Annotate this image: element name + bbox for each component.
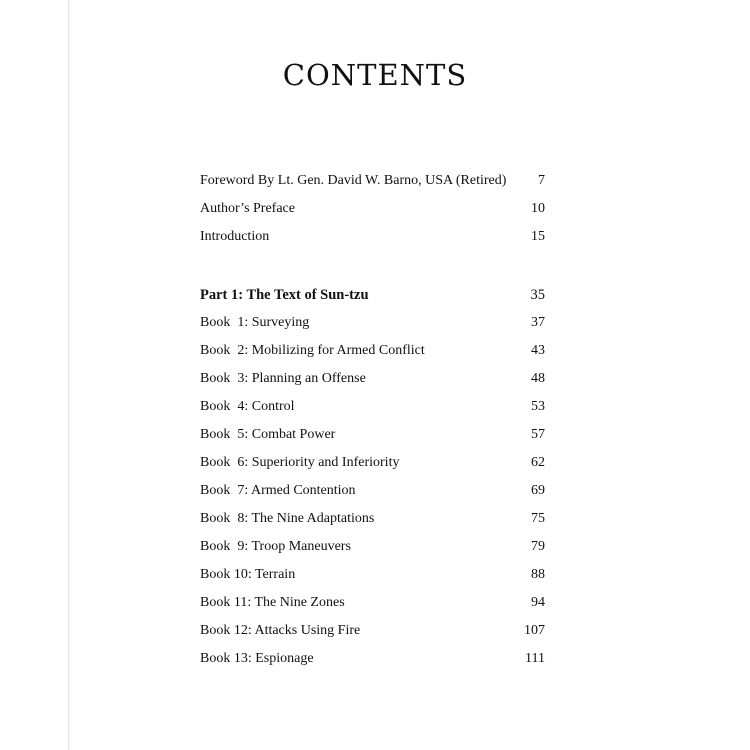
toc-entry-page-number: 88: [531, 567, 545, 582]
page-edge-shadow: [68, 0, 70, 750]
toc-entry-label: Book 11: The Nine Zones: [200, 595, 345, 610]
toc-entry-page-number: 43: [531, 343, 545, 358]
toc-entry-page-number: 10: [531, 201, 545, 216]
toc-entry-book-7[interactable]: [200, 481, 545, 509]
toc-entry-book-3[interactable]: [200, 369, 545, 397]
toc-entry-page-number: 15: [531, 229, 545, 244]
toc-entry-book-1[interactable]: [200, 313, 545, 341]
toc-entry-label: Book 3: Planning an Offense: [200, 371, 366, 386]
toc-entry-authors-preface[interactable]: [200, 199, 545, 227]
toc-entry-label: Book 13: Espionage: [200, 651, 314, 666]
toc-entry-label: Book 2: Mobilizing for Armed Conflict: [200, 343, 425, 358]
toc-entry-label: Book 1: Surveying: [200, 315, 310, 330]
toc-entry-book-12[interactable]: [200, 621, 545, 649]
page-title: CONTENTS: [282, 58, 468, 92]
toc-entry-page-number: 7: [538, 173, 545, 188]
toc-entry-page-number: 53: [531, 399, 545, 414]
toc-entry-book-8[interactable]: [200, 509, 545, 537]
toc-entry-label: Book 9: Troop Maneuvers: [200, 539, 351, 554]
toc-entry-label: Author’s Preface: [200, 201, 295, 216]
toc-part-page-number: 35: [530, 287, 545, 303]
toc-entry-book-9[interactable]: [200, 537, 545, 565]
toc-entry-page-number: 69: [531, 483, 545, 498]
toc-entry-book-6[interactable]: [200, 453, 545, 481]
toc-entry-book-11[interactable]: [200, 593, 545, 621]
toc-entry-page-number: 75: [531, 511, 545, 526]
toc-part-label: Part 1: The Text of Sun-tzu: [200, 287, 369, 303]
toc-entry-label: Book 12: Attacks Using Fire: [200, 623, 361, 638]
toc-entry-page-number: 107: [524, 623, 545, 638]
toc-entry-book-13[interactable]: [200, 649, 545, 677]
toc-entry-label: Book 8: The Nine Adaptations: [200, 511, 375, 526]
toc-entry-label: Book 6: Superiority and Inferiority: [200, 455, 400, 470]
toc-entry-page-number: 111: [525, 651, 545, 666]
toc-part-heading[interactable]: [200, 285, 545, 313]
toc-entry-label: Introduction: [200, 229, 270, 244]
table-of-contents: [200, 171, 545, 677]
toc-entry-introduction[interactable]: [200, 227, 545, 255]
toc-entry-book-2[interactable]: [200, 341, 545, 369]
toc-entry-page-number: 37: [531, 315, 545, 330]
toc-entry-page-number: 48: [531, 371, 545, 386]
toc-entry-label: Book 10: Terrain: [200, 567, 296, 582]
toc-entry-label: Foreword By Lt. Gen. David W. Barno, USA (Retired): [200, 173, 507, 188]
toc-entry-book-4[interactable]: [200, 397, 545, 425]
toc-entry-page-number: 94: [531, 595, 545, 610]
toc-entry-book-5[interactable]: [200, 425, 545, 453]
toc-entry-page-number: 79: [531, 539, 545, 554]
toc-entry-foreword[interactable]: [200, 171, 545, 199]
section-gap: [200, 255, 545, 285]
toc-entry-page-number: 57: [531, 427, 545, 442]
toc-entry-label: Book 7: Armed Contention: [200, 483, 356, 498]
toc-entry-label: Book 4: Control: [200, 399, 295, 414]
toc-entry-page-number: 62: [531, 455, 545, 470]
toc-entry-label: Book 5: Combat Power: [200, 427, 336, 442]
toc-entry-book-10[interactable]: [200, 565, 545, 593]
